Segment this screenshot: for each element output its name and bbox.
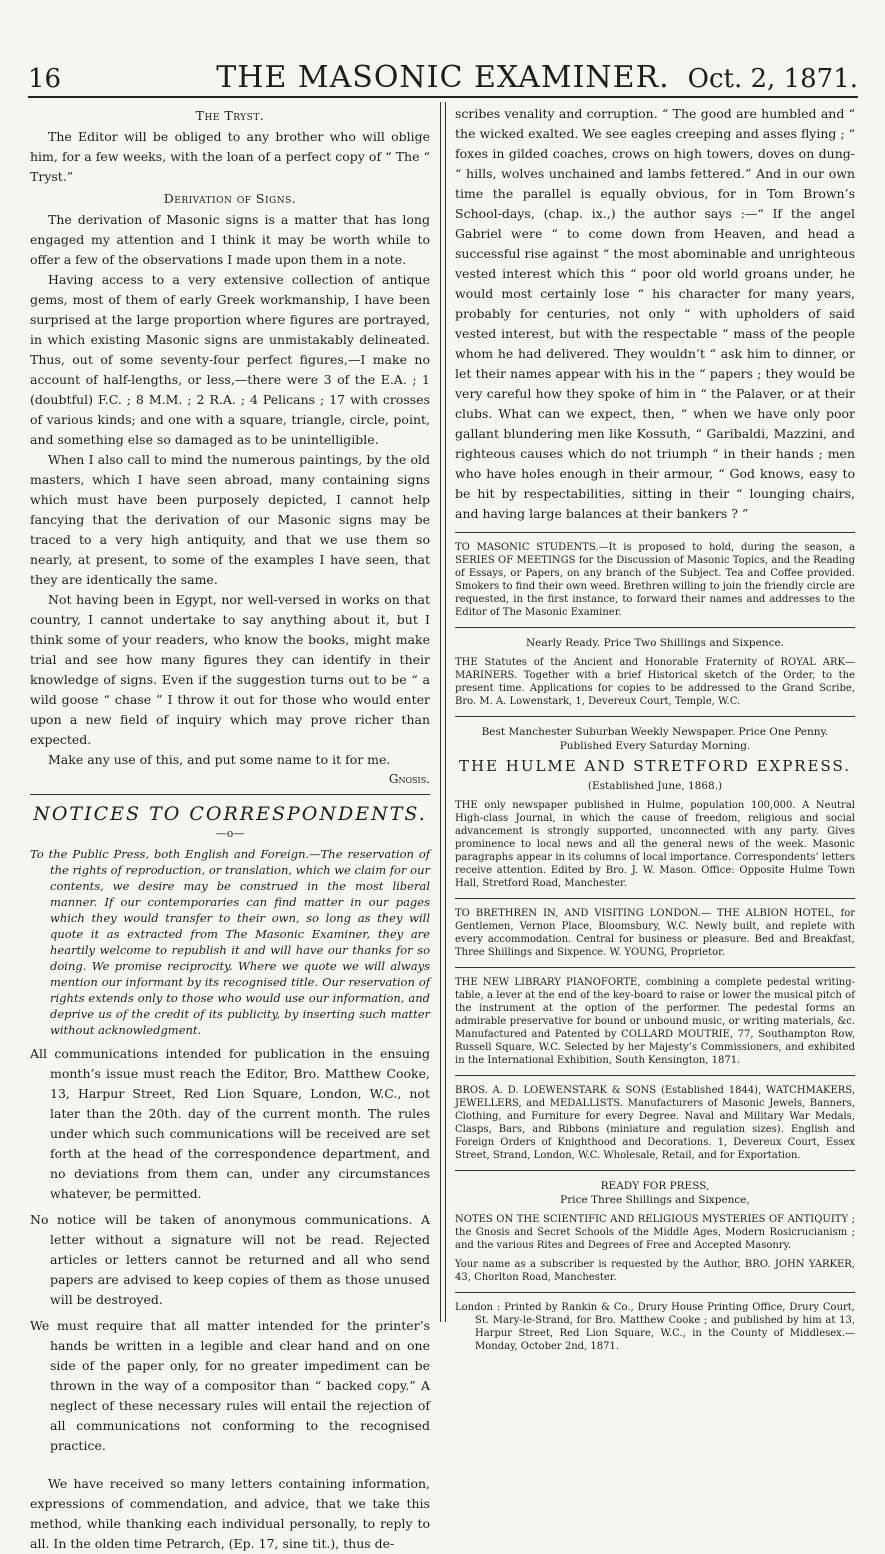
notice-letters: We have received so many letters containing information, expressions of commendation, and advice, that we take this method, while thanking each individual personally, to reply to all. In the olden time Petrarch, (Ep. 17, sine tit.), thus de- [30,1476,430,1551]
left-column [30,104,430,1551]
notice-communications: All communications intended for publication in the ensuing month’s issue must reach the Editor, Bro. Matthew Cooke, 13, Harpur Street, Red Lion Square, London, W.C., not later than the 20th. day of the current month. The rules under which such communications will be received are set forth at the head of the correspondence department, and no deviations from them can, under any circumstances whatever, be permitted. [30,1046,430,1201]
masthead-rule [28,96,858,98]
continuation-text: scribes venality and corruption. “ The good are humbled and “ the wicked exalted. We see eagles creeping and asses flying ; “ foxes in gilded coaches, crows on high towers, doves on dung- “ hills, wolves unchained and lambs fettered.” And in our own time the parallel is equally obvious, for in Tom Brown’s School-days, (chap. ix.,) the author says :—“ If the angel Gabriel were “ to come down from Heaven, and head a successful rise against “ the most abominable and unrighteous vested interest which this “ poor old world groans under, he would most certainly lose “ his character for many years, probably for centuries, not only “ with upholders of said vested interest, but with the respectable “ mass of the people whom he had delivered. They wouldn’t “ ask him to dinner, or let their names appear with his in the “ papers ; they would be very careful how they spoke of him in “ the Palaver, or at their clubs. What can we expect, then, “ when we have only poor gallant blundering men like Kossuth, “ Garibaldi, Mazzini, and righteous causes which do not triumph “ in their hands ; men who have holes enough in their armour, “ God knows, easy to be hit by respectabilities, sitting in their “ lounging chairs, and having large balances at their bankers ? ” [455,106,855,521]
ad-hulme-title: THE HULME AND STRETFORD EXPRESS. [458,757,852,775]
divider [455,1075,855,1076]
derivation-paragraph: When I also call to mind the numerous paintings, by the old masters, which I have seen abroad, many containing signs which must have been purposely depicted, I cannot help fancying that the derivation of our Masonic signs may be traced to a very high antiquity, and that we use them so nearly, at present, to some of the examples I have seen, that they are identically the same. [30,452,430,587]
issue-date: Oct. 2, 1871. [687,64,858,94]
divider [455,967,855,968]
ad-notes-price: Price Three Shillings and Sixpence, [560,1194,750,1206]
tryst-text: The Editor will be obliged to any brother who will oblige him, for a few weeks, with the loan of a perfect copy of “ The “ Tryst.” [30,129,430,184]
divider [455,532,855,533]
notice-anonymous: No notice will be taken of anonymous communications. A letter without a signature will not be read. Rejected articles or letters cannot be returned and all who send papers are advised to keep copies of them as those unused will be destroyed. [30,1212,430,1307]
notice-matter: We must require that all matter intended for the printer’s hands be written in a legible and clear hand and on one side of the paper only, for no greater impediment can be thrown in the way of a compositor than “ backed copy.” A neglect of these necessary rules will entail the rejection of all communications not conforming to the recognised practice. [30,1318,430,1453]
ad-notes-subscriber: Your name as a subscriber is requested by the Author, BRO. JOHN YARKER, 43, Chorlton Road, Manchester. [455,1259,855,1283]
notices-ornament: —o— [215,827,245,840]
derivation-paragraph: Not having been in Egypt, nor well-versed in works on that country, I cannot undertake to say anything about it, but I think some of your readers, who know the books, might make trial and see how many figures they can identify in their knowledge of signs. Even if the suggestion turns out to be “ a wild goose “ chase ” I throw it out for those who would enter upon a new field of inquiry which may prove richer than expected. [30,592,430,747]
derivation-paragraph: The derivation of Masonic signs is a matter that has long engaged my attention and I think it may be worth while to offer a few of the observations I made upon them in a note. [30,212,430,267]
column-rule [445,102,446,1322]
notices-title: NOTICES TO CORRESPONDENTS. [33,803,427,825]
ad-hulme-header: Best Manchester Suburban Weekly Newspaper. Price One Penny. Published Every Saturday Morning. [481,726,829,752]
ad-hulme-established: (Established June, 1868.) [587,780,723,792]
page-number: 16 [28,64,62,94]
divider [455,1170,855,1171]
ad-statutes: THE Statutes of the Ancient and Honorable Fraternity of ROYAL ARK—MARINERS. Together with a brief Historical sketch of the Order, to the present time. Applications for copies to be addressed to the Grand Scribe, Bro. M. A. Lowenstark, 1, Devereux Court, Temple, W.C. [455,657,855,707]
derivation-paragraph: Make any use of this, and put some name to it for me. [48,752,391,767]
column-rule [440,102,441,1322]
derivation-paragraph: Having access to a very extensive collection of antique gems, most of them of early Greek workmanship, I have been surprised at the large proportion where figures are portrayed, in which existing Masonic signs are unmistakably delineated. Thus, out of some seventy-four perfect figures,—I make no account of half-lengths, or less,—there were 3 of the E.A. ; 1 (doubtful) F.C. ; 8 M.M. ; 2 R.A. ; 4 Pelicans ; 17 with crosses of various kinds; and one with a square, triangle, circle, point, and something else so damaged as to be unintelligible. [30,272,430,447]
ad-masonic-students: TO MASONIC STUDENTS.—It is proposed to hold, during the season, a SERIES OF MEETINGS for the Discussion of Masonic Topics, and the Reading of Essays, or Papers, on any branch of the Subject. Tea and Coffee provided. Smokers to find their own weed. Brethren willing to join the friendly circle are requested, in the first instance, to forward their names and addresses to the Editor of The Masonic Examiner. [455,542,855,618]
printer-imprint: London : Printed by Rankin & Co., Drury House Printing Office, Drury Court, St. Mary-le-Strand, for Bro. Matthew Cooke ; and published by him at 13, Harpur Street, Red Lion Square, W.C., in the County of Middlesex.—Monday, October 2nd, 1871. [455,1302,855,1352]
masthead [28,56,858,96]
divider [455,716,855,717]
notice-press: To the Public Press, both English and Foreign.—The reservation of the rights of reproduction, or translation, which we claim for our contents, we desire may be construed in the most liberal manner. If our contemporaries can find matter in our pages which they would transfer to their own, so long as they will quote it as extracted from The Masonic Examiner, they are heartily welcome to republish it and will have our thanks for so doing. We promise reciprocity. Where we quote we will always mention our informant by its recognised title. Our reservation of rights extends only to those who would use our information, and deprive us of the credit of its publicity, by inserting such matter without acknowledgment. [30,847,430,1037]
right-column [455,104,855,1352]
ad-albion-hotel: TO BRETHREN IN, AND VISITING LONDON.— THE ALBION HOTEL, for Gentlemen, Vernon Place, Bloomsbury, W.C. Newly built, and replete with every accommodation. Central for business or pleasure. Bed and Breakfast, Three Shillings and Sixpence. W. YOUNG, Proprietor. [455,908,855,958]
ad-notes-header: READY FOR PRESS, [600,1180,710,1192]
derivation-signature: Gnosis. [388,772,430,786]
divider [455,627,855,628]
ad-statutes-header: Nearly Ready. Price Two Shillings and Sixpence. [525,637,785,649]
tryst-heading: The Tryst. [195,108,265,123]
divider [455,1292,855,1293]
ad-loewenstark: BROS. A. D. LOEWENSTARK & SONS (Established 1844), WATCHMAKERS, JEWELLERS, and MEDALLISTS. Manufacturers of Masonic Jewels, Banners, Clothing, and Furniture for every Degree. Naval and Military War Medals, Clasps, Bars, and Ribbons (miniature and regulation sizes). English and Foreign Orders of Knighthood and Decorations. 1, Devereux Court, Essex Street, Strand, London, W.C. Wholesale, Retail, and for Exportation. [455,1085,855,1161]
newspaper-title: THE MASONIC EXAMINER. [216,60,670,95]
ad-pianoforte: THE NEW LIBRARY PIANOFORTE, combining a complete pedestal writing-table, a lever at the end of the key-board to raise or lower the musical pitch of the instrument at the option of the performer. The pedestal forms an admirable preservative for bound or unbound music, or writing materials, &c. Manufactured and Patented by COLLARD MOUTRIE, 77, Southampton Row, Russell Square, W.C. Selected by her Majesty’s Commissioners, and exhibited in the International Exhibition, South Kensington, 1871. [455,977,855,1066]
derivation-heading: Derivation of Signs. [163,191,297,206]
ad-notes: NOTES ON THE SCIENTIFIC AND RELIGIOUS MYSTERIES OF ANTIQUITY ; the Gnosis and Secret Schools of the Middle Ages, Modern Rosicrucianism ; and the various Rites and Degrees of Free and Accepted Masonry. [455,1214,855,1251]
divider [30,794,430,795]
ad-hulme: THE only newspaper published in Hulme, population 100,000. A Neutral High-class Journal, in which the cause of freedom, religious and social advancement is strongly supported, unconnected with any party. Gives prominence to local news and all the general news of the week. Masonic paragraphs appear in its columns of local importance. Correspondents’ letters receive attention. Edited by Bro. J. W. Mason. Office: Opposite Hulme Town Hall, Stretford Road, Manchester. [455,800,855,889]
divider [455,898,855,899]
